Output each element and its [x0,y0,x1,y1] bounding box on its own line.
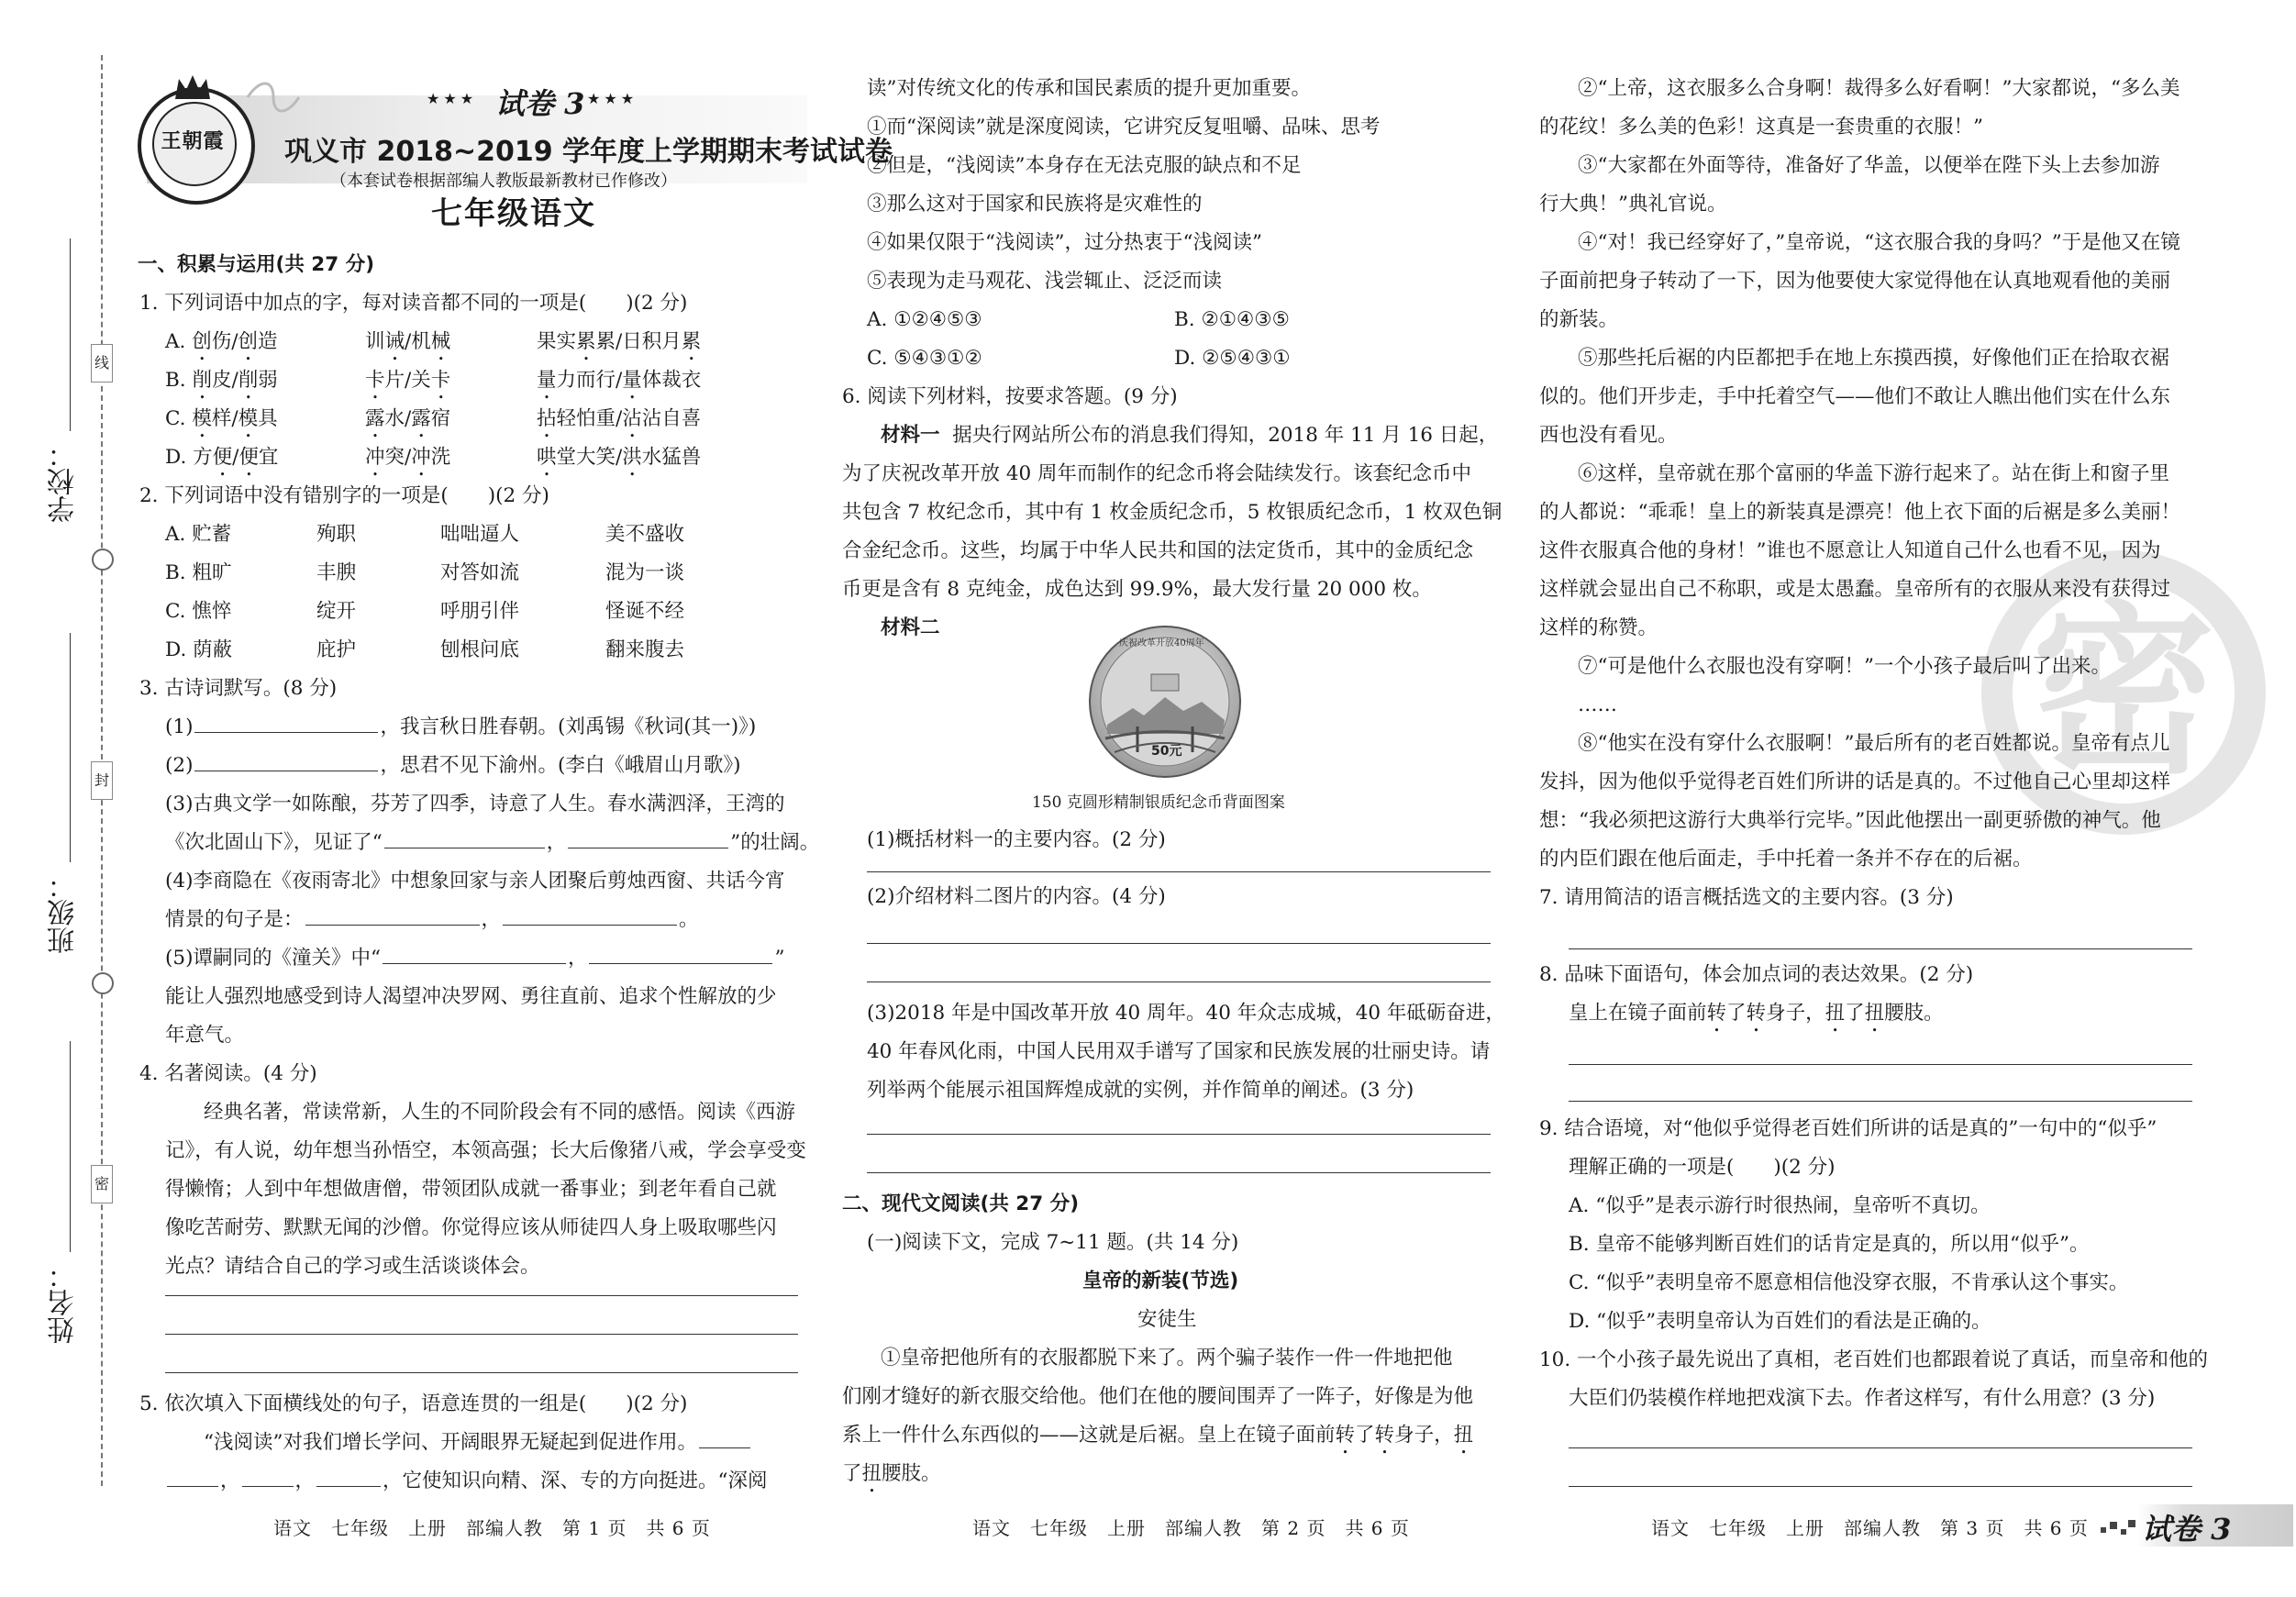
q2-a-2: 殉职 [316,523,357,546]
story-p4-line-3: 的新装。 [1539,308,1619,331]
q1-a-2: 训诫/机械 [365,330,451,353]
q4-line-2: 记》，有人说，幼年想当孙悟空，本领高强；长大后像猪八戒，学会享受变 [165,1139,806,1162]
q5-option-d[interactable]: D. ②⑤④③① [1174,347,1291,370]
q6-sub-3-line-1: (3)2018 年是中国改革开放 40 周年。40 年众志成城，40 年砥砺奋进， [867,1002,1505,1025]
q10-stem-2: 大臣们仍装模作样地把戏演下去。作者这样写，有什么用意？(3 分) [1569,1387,2156,1410]
coin-value: 50元 [1151,744,1182,759]
section-2-heading: 二、现代文阅读(共 27 分) [842,1192,1080,1215]
q3-blank-3[interactable] [384,827,545,848]
q5-blank-2[interactable] [167,1466,218,1487]
seal-char-3: 密 [91,1165,113,1203]
q6-sub-3-line-3: 列举两个能展示祖国辉煌成就的实例，并作简单的阐述。(3 分) [867,1079,1414,1102]
q3-line-6 [165,901,699,939]
q2-a-4: 美不盛收 [605,523,685,546]
q1-b-2: 卡片/关卡 [365,369,451,392]
q3-blank-7[interactable] [383,943,566,964]
q6-m2-label: 材料二 [881,616,940,639]
story-p1-line-1: ①皇帝把他所有的衣服都脱下来了。两个骗子装作一件一件地把他 [881,1347,1453,1370]
class-label: 班级： [48,871,80,954]
q1-a-3: 果实累累/日积月累 [537,330,702,353]
q5-option-a[interactable]: A. ①②④⑤③ [867,308,982,331]
q3-blank-8[interactable] [589,943,772,964]
q2-b-1[interactable]: B. 粗旷 [165,561,232,584]
q8-sentence: 皇上在镜子面前转了转身子，扭了扭腰肢。 [1569,1002,1944,1025]
q3-blank-2[interactable] [194,750,378,771]
story-p4-line-2: 子面前把身子转动了一下，因为他要使大家觉得他在认真地观看他的美丽 [1539,270,2171,293]
q5-option-b[interactable]: B. ②①④③⑤ [1174,308,1290,331]
q5-item-1: ①而“深阅读”就是深度阅读，它讲究反复咀嚼、品味、思考 [867,116,1381,139]
story-p1-line-2: 们刚才缝好的新衣服交给他。他们在他的腰间围弄了一阵子，好像是为他 [842,1385,1474,1408]
exam-subtitle: （本套试卷根据部编人教版最新教材已作修改） [330,172,677,191]
q3-line-5: (4)李商隐在《夜雨寄北》中想象回家与亲人团聚后剪烛西窗、共话今宵 [165,870,785,893]
q4-line-4: 像吃苦耐劳、默默无闻的沙僧。你觉得应该从师徒四人身上吸取哪些闪 [165,1216,777,1239]
footer-page-1: 语文 七年级 上册 部编人教 第 1 页 共 6 页 [273,1517,711,1539]
q1-b-1[interactable]: B. 削皮/削弱 [165,369,278,392]
footer-page-2: 语文 七年级 上册 部编人教 第 2 页 共 6 页 [972,1517,1410,1539]
story-p6-line-4: 这样就会显出自己不称职，或是太愚蠢。皇帝所有的衣服从来没有获得过 [1539,578,2171,601]
q6-sub-3-answer-line-1[interactable] [867,1134,1491,1135]
q8-answer-line-1[interactable] [1569,1064,2192,1065]
q6-stem: 6. 阅读下列材料，按要求答题。(9 分) [842,385,1178,408]
q2-stem: 2. 下列词语中没有错别字的一项是( )(2 分) [139,484,549,507]
q3-l4-c: ”的壮阔。 [730,831,820,854]
q2-c-2: 绽开 [316,600,357,623]
exam-title: 巩义市 2018~2019 学年度上学期期末考试试卷 [284,136,893,168]
q7-answer-line[interactable] [1569,948,2192,949]
q3-l4-a: 《次北固山下》，见证了“ [165,831,383,854]
q6-sub-2: (2)介绍材料二图片的内容。(4 分) [867,885,1166,908]
q9-option-d[interactable]: D. “似乎”表明皇帝认为百姓们的看法是正确的。 [1569,1310,1991,1333]
q10-stem-1: 10. 一个小孩子最先说出了真相，老百姓们也都跟着说了真话，而皇帝和他的 [1539,1348,2209,1371]
logo-crown-icon [173,73,212,101]
q3-l7-a: (5)谭嗣同的《潼关》中“ [165,947,381,970]
q5-l1-text: “浅阅读”对我们增长学问、开阔眼界无疑起到促进作用。 [204,1431,697,1454]
story-p5-line-3: 西也没有看见。 [1539,424,1678,447]
q9-option-a[interactable]: A. “似乎”是表示游行时很热闹，皇帝听不真切。 [1569,1194,1991,1217]
q10-answer-line-2[interactable] [1569,1486,2192,1487]
q4-line-1: 经典名著，常读常新，人生的不同阶段会有不同的感悟。阅读《西游 [204,1101,796,1124]
q5-item-3: ③那么这对于国家和民族将是灾难性的 [867,193,1203,216]
binding-hole-1 [92,549,114,571]
q1-d-3: 哄堂大笑/洪水猛兽 [537,446,702,469]
badge-stars-right: ★★★ [587,90,638,107]
story-p8-line-3: 想：“我必须把这游行大典举行完毕。”因此他摆出一副更骄傲的神气。他 [1539,809,2161,832]
q5-blank-3[interactable] [242,1466,294,1487]
story-p1-line-3: 系上一件什么东西似的——这就是后裾。皇上在镜子面前转了转身子，扭 [842,1424,1474,1447]
q6-m1-line-5: 币更是含有 8 克纯金，成色达到 99.9%，最大发行量 20 000 枚。 [842,578,1432,601]
q3-l1-text: ，我言秋日胜春朝。(刘禹锡《秋词(其一)》) [380,715,757,738]
q1-c-1[interactable]: C. 模样/模具 [165,407,278,430]
q5-item-5: ⑤表现为走马观花、浅尝辄止、泛泛而读 [867,270,1223,293]
q6-m1-line-1: 据央行网站所公布的消息我们得知，2018 年 11 月 16 日起， [952,424,1499,447]
footer-badge: 试卷 3 [2142,1512,2232,1547]
story-p6-line-3: 这件衣服真合他的身材！”谁也不愿意让人知道自己什么也看不见，因为 [1539,539,2161,562]
q3-l2-num: (2) [165,754,194,777]
q2-c-1[interactable]: C. 憔悴 [165,600,232,623]
q2-d-4: 翻来腹去 [605,638,685,661]
q3-l6-a: 情景的句子是： [165,908,304,931]
q3-stem: 3. 古诗词默写。(8 分) [139,677,338,700]
part-1-heading: (一)阅读下文，完成 7~11 题。(共 14 分) [867,1231,1239,1254]
q2-b-2: 丰腴 [316,561,357,584]
q4-answer-line-1[interactable] [165,1295,798,1296]
badge-stars-left: ★★★ [427,90,478,107]
q3-line-8: 能让人强烈地感受到诗人渴望冲决罗网、勇往直前、追求个性解放的少 [165,985,777,1008]
q6-sub-3-line-2: 40 年春风化雨，中国人民用双手谱写了国家和民族发展的壮丽史诗。请 [867,1040,1491,1063]
q3-line-9: 年意气。 [165,1024,245,1047]
q6-sub-3-answer-line-2[interactable] [867,1172,1491,1173]
q5-blank-4[interactable] [316,1466,381,1487]
q6-m1-first [881,416,1498,455]
q5-blank-1[interactable] [699,1427,750,1448]
story-title: 皇帝的新装(节选) [1082,1270,1239,1292]
q3-line-1 [165,708,756,747]
class-field-line[interactable] [70,633,71,862]
story-p6-line-1: ⑥这样，皇帝就在那个富丽的华盖下游行起来了。站在街上和窗子里 [1578,462,2170,485]
subject-title: 七年级语文 [431,195,596,232]
q6-m1-line-3: 共包含 7 枚纪念币，其中有 1 枚金质纪念币，5 枚银质纪念币，1 枚双色铜 [842,501,1503,524]
school-field-line[interactable] [70,238,71,431]
story-p2-line-1: ②“上帝，这衣服多么合身啊！裁得多么好看啊！”大家都说，“多么美 [1578,77,2180,100]
story-p6-line-5: 这样的称赞。 [1539,616,1658,639]
q2-a-3: 咄咄逼人 [440,523,520,546]
story-p2-line-2: 的花纹！多么美的色彩！这真是一套贵重的衣服！” [1539,116,1983,139]
q9-option-c[interactable]: C. “似乎”表明皇帝不愿意相信他没穿衣服，不肯承认这个事实。 [1569,1271,2129,1294]
q3-line-7 [165,939,784,978]
badge-text: 试卷 3 [495,86,585,121]
coin-rim-text: 庆祝改革开放40周年 [1119,638,1204,649]
q8-stem: 8. 品味下面语句，体会加点词的表达效果。(2 分) [1539,963,1974,986]
q6-m1-line-4: 合金纪念币。这些，均属于中华人民共和国的法定货币，其中的金质纪念 [842,539,1474,562]
footer-squares-icon [2101,1518,2137,1544]
story-p5-line-1: ⑤那些托后裾的内臣都把手在地上东摸西摸，好像他们正在拾取衣裾 [1578,347,2170,370]
q6-sub-1: (1)概括材料一的主要内容。(2 分) [867,828,1166,851]
q6-sub-2-answer-line-1[interactable] [867,943,1491,944]
q2-b-4: 混为一谈 [605,561,685,584]
q3-blank-6[interactable] [503,904,677,926]
story-p3-line-2: 行大典！”典礼官说。 [1539,193,1727,216]
q1-stem: 1. 下列词语中加点的字，每对读音都不同的一项是( )(2 分) [139,292,688,315]
q1-b-3: 量力而行/量体裁衣 [537,369,702,392]
story-p5-line-2: 似的。他们开步走，手中托着空气——他们不敢让人瞧出他们实在什么东 [1539,385,2171,408]
q1-d-2: 冲突/冲洗 [365,446,451,469]
q5-line-2: ， ， ，它使知识向精、深、专的方向挺进。“深阅 [165,1462,768,1501]
q2-a-1[interactable]: A. 贮蓄 [165,523,232,546]
story-ellipsis: …… [1578,693,1617,716]
story-p8-line-4: 的内臣们跟在他后面走，手中托着一条并不存在的后裾。 [1539,848,2033,871]
q6-sub-2-answer-line-2[interactable] [867,981,1491,982]
q3-blank-5[interactable] [305,904,480,926]
name-label: 姓名： [48,1261,80,1344]
q5-option-c[interactable]: C. ⑤④③①② [867,347,982,370]
q2-d-2: 庇护 [316,638,357,661]
q5-l2-text: ，它使知识向精、深、专的方向挺进。“深阅 [383,1469,768,1492]
q2-b-3: 对答如流 [440,561,520,584]
story-p1-line-4: 了扭腰肢。 [842,1462,941,1485]
q5-stem: 5. 依次填入下面横线处的句子，语意连贯的一组是( )(2 分) [139,1392,688,1415]
q4-line-3: 得懒惰；人到中年想做唐僧，带领团队成就一番事业；到老年看自己就 [165,1178,777,1201]
q4-answer-line-2[interactable] [165,1334,798,1335]
story-p4-line-1: ④“对！我已经穿好了，”皇帝说，“这衣服合我的身吗？”于是他又在镜 [1578,231,2180,254]
q3-l7-b: ， [567,947,588,970]
story-p3-line-1: ③“大家都在外面等待，准备好了华盖，以便举在陛下头上去参加游 [1578,154,2160,177]
q3-l1-num: (1) [165,715,194,738]
q2-c-3: 呼朋引伴 [440,600,520,623]
q3-line-2 [165,747,741,785]
q5-continuation: 读”对传统文化的传承和国民素质的提升更加重要。 [867,77,1311,100]
q3-l6-b: ， [481,908,502,931]
story-author: 安徒生 [1137,1308,1197,1331]
q4-line-5: 光点？请结合自己的学习或生活谈谈体会。 [165,1255,540,1278]
ribbon-left-icon [246,79,301,116]
seal-char-1: 线 [91,344,113,383]
coin-caption: 150 克圆形精制银质纪念币背面图案 [1032,793,1285,812]
q3-line-3: (3)古典文学一如陈酿，芬芳了四季，诗意了人生。春水满泗泽，王湾的 [165,793,785,815]
footer-page-3: 语文 七年级 上册 部编人教 第 3 页 共 6 页 [1651,1517,2089,1539]
q3-line-4 [165,824,819,862]
q5-line-1 [204,1424,752,1462]
q4-stem: 4. 名著阅读。(4 分) [139,1062,317,1085]
q1-c-2: 露水/露宿 [365,407,451,430]
school-label: 学校： [48,440,80,523]
q6-m1-line-2: 为了庆祝改革开放 40 周年而制作的纪念币将会陆续发行。该套纪念币中 [842,462,1472,485]
story-p8-line-1: ⑧“他实在没有穿什么衣服啊！”最后所有的老百姓都说。皇帝有点儿 [1578,732,2170,755]
q3-blank-4[interactable] [568,827,728,848]
q3-l7-c: ” [774,947,785,970]
logo-text: 王朝霞 [161,130,225,153]
story-p8-line-2: 发抖，因为他似乎觉得老百姓们所讲的话是真的。不过他自己心里却这样 [1539,771,2171,793]
q9-stem-1: 9. 结合语境，对“他似乎觉得老百姓们所讲的话是真的”一句中的“似乎” [1539,1117,2157,1140]
q3-l6-c: 。 [679,908,699,931]
section-1-heading: 一、积累与运用(共 27 分) [138,253,375,276]
q2-c-4: 怪诞不经 [605,600,685,623]
q6-m1-label: 材料一 [881,424,940,447]
q5-item-4: ④如果仅限于“浅阅读”，过分热衷于“浅阅读” [867,231,1262,254]
confidential-stamp-char: 密 [2032,585,2216,799]
q4-answer-line-3[interactable] [165,1372,798,1373]
name-field-line[interactable] [70,1041,71,1252]
q1-d-1[interactable]: D. 方便/便宜 [165,446,279,469]
q6-sub-1-answer-line[interactable] [867,871,1491,872]
q1-c-3: 拈轻怕重/沾沾自喜 [537,407,702,430]
q10-answer-line-1[interactable] [1569,1447,2192,1448]
binding-hole-2 [92,972,114,994]
q3-l4-b: ， [546,831,567,854]
q3-l2-text: ，思君不见下渝州。(李白《峨眉山月歌》) [380,754,741,777]
q9-stem-2: 理解正确的一项是( )(2 分) [1569,1156,1836,1179]
q7-stem: 7. 请用简洁的语言概括选文的主要内容。(3 分) [1539,886,1954,909]
story-p7-line-1: ⑦“可是他什么衣服也没有穿啊！”一个小孩子最后叫了出来。 [1578,655,2111,678]
q1-a-1[interactable]: A. 创伤/创造 [165,330,278,353]
q9-option-b[interactable]: B. 皇帝不能够判断百姓们的话肯定是真的，所以用“似乎”。 [1569,1233,2090,1256]
q8-answer-line-2[interactable] [1569,1101,2192,1102]
q2-d-1[interactable]: D. 荫蔽 [165,638,233,661]
q2-d-3: 刨根问底 [440,638,520,661]
q5-item-2: ②但是，“浅阅读”本身存在无法克服的缺点和不足 [867,154,1302,177]
story-p6-line-2: 的人都说：“乖乖！皇上的新装真是漂亮！他上衣下面的后裾是多么美丽！ [1539,501,2180,524]
seal-char-2: 封 [91,761,113,800]
q3-blank-1[interactable] [194,712,378,733]
